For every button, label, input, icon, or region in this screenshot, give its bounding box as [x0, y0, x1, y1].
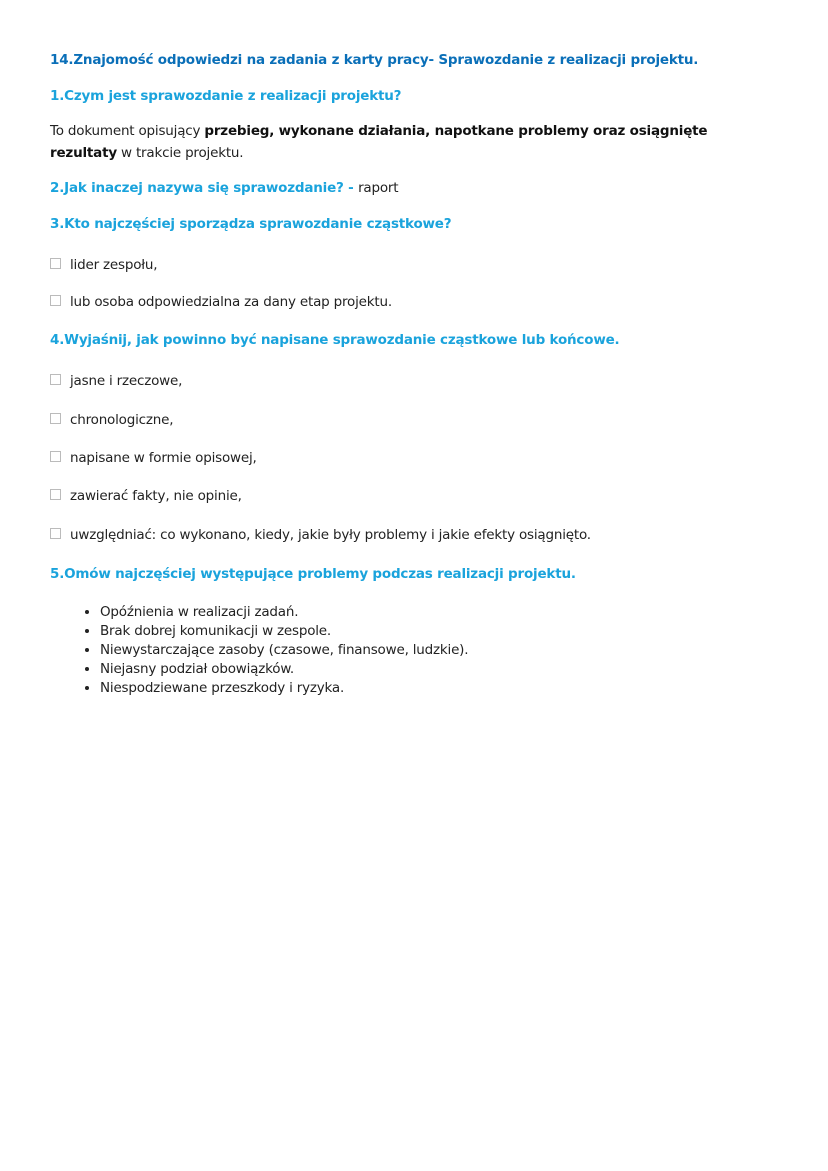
item-text: chronologiczne, [70, 412, 174, 428]
answer-text: w trakcie projektu. [116, 145, 244, 161]
checkbox-glyph-icon [50, 489, 61, 500]
checkbox-glyph-icon [50, 528, 61, 539]
item-text: lub osoba odpowiedzialna za dany etap projektu. [70, 294, 392, 310]
item-text: uwzględniać: co wykonano, kiedy, jakie były problemy i jakie efekty osiągnięto. [70, 527, 591, 543]
answer-1-line-2 [50, 143, 243, 163]
list-item [50, 292, 392, 312]
answer-2: raport [358, 180, 399, 196]
list-item [50, 410, 173, 430]
bullet-item: • Niejasny podział obowiązków. [100, 660, 468, 679]
question-2 [50, 178, 398, 198]
answer-text: To dokument opisujący [50, 123, 205, 139]
checkbox-glyph-icon [50, 374, 61, 385]
item-text: jasne i rzeczowe, [70, 373, 183, 389]
checkbox-glyph-icon [50, 451, 61, 462]
question-4: 4.Wyjaśnij, jak powinno być napisane sprawozdanie cząstkowe lub końcowe. [50, 332, 620, 348]
list-item [50, 255, 157, 275]
bullet-item: • Niespodziewane przeszkody i ryzyka. [100, 679, 468, 698]
problems-list [50, 603, 468, 698]
checkbox-glyph-icon [50, 295, 61, 306]
item-text: zawierać fakty, nie opinie, [70, 488, 242, 504]
answer-1-line-1 [50, 121, 707, 141]
question-2-text: 2.Jak inaczej nazywa się sprawozdanie? - [50, 180, 359, 196]
list-item [50, 486, 242, 506]
list-item [50, 525, 591, 545]
document-title: 14.Znajomość odpowiedzi na zadania z karty pracy- Sprawozdanie z realizacji projektu. [50, 52, 699, 68]
question-3: 3.Kto najczęściej sporządza sprawozdanie cząstkowe? [50, 216, 452, 232]
item-text: lider zespołu, [70, 257, 158, 273]
answer-bold: rezultaty [50, 145, 117, 161]
item-text: napisane w formie opisowej, [70, 450, 257, 466]
checkbox-glyph-icon [50, 258, 61, 269]
bullet-item: • Niewystarczające zasoby (czasowe, finansowe, ludzkie). [100, 641, 468, 660]
question-5: 5.Omów najczęściej występujące problemy podczas realizacji projektu. [50, 566, 576, 582]
bullet-item: • Brak dobrej komunikacji w zespole. [100, 622, 468, 641]
bullet-item: • Opóźnienia w realizacji zadań. [100, 603, 468, 622]
answer-bold: przebieg, wykonane działania, napotkane problemy oraz osiągnięte [204, 123, 708, 139]
question-1: 1.Czym jest sprawozdanie z realizacji projektu? [50, 88, 402, 104]
list-item [50, 448, 257, 468]
list-item [50, 371, 182, 391]
checkbox-glyph-icon [50, 413, 61, 424]
